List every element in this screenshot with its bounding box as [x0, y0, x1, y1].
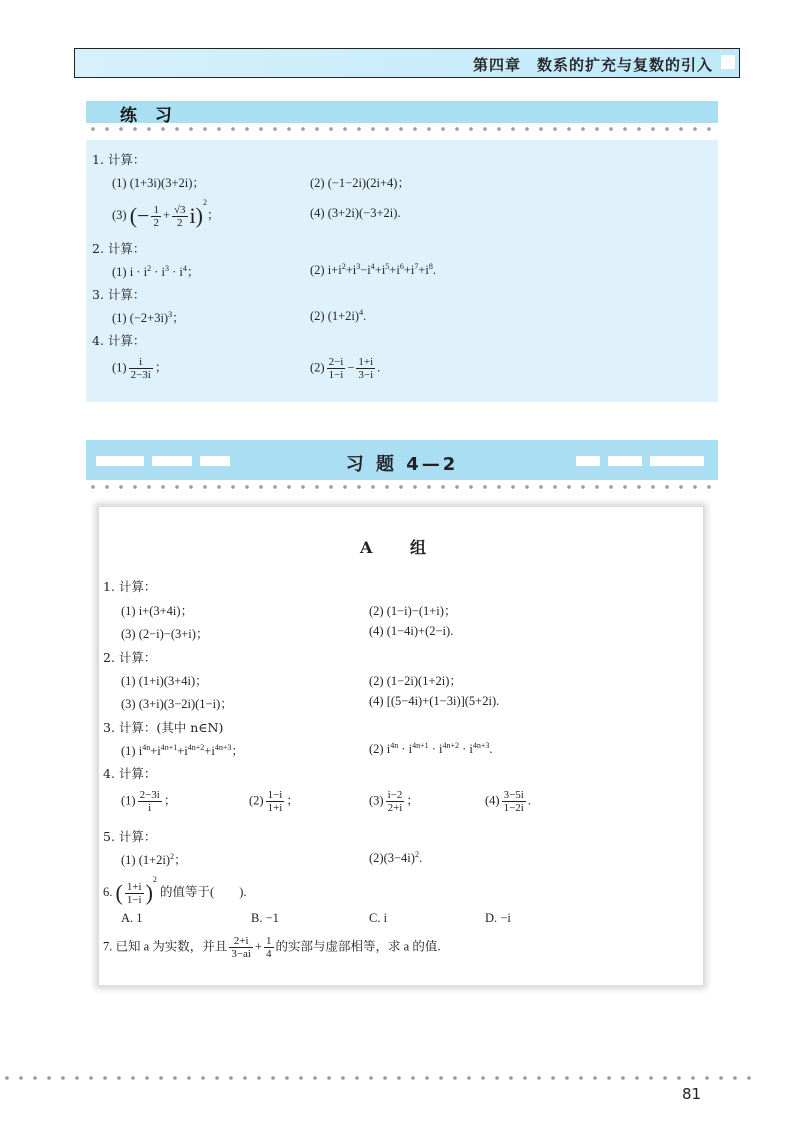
- exercise-q2-label: 2. 计算：: [103, 650, 157, 665]
- practice-q2-part2: (2) $i+i^2+i^3-i^4+i^5+i^6+i^7+i^8$.: [310, 262, 437, 278]
- header-decoration-box: [721, 55, 735, 69]
- exercise-q3-part2: (2) $i^{4n} \cdot i^{4n+1} \cdot i^{4n+2} \cdot i^{4n+3}$.: [369, 741, 493, 757]
- practice-title: 练 习: [120, 106, 178, 126]
- practice-q1-part3: (3) (− $\frac{1}{2}$ + $\frac{√3}{2}$ i)$^2$；: [112, 198, 220, 229]
- chapter-title: 第四章 数系的扩充与复数的引入: [472, 56, 713, 74]
- practice-dotted-divider: [86, 126, 718, 132]
- exercise-q2-part1: (1) (1+i)(3+4i)；: [121, 674, 208, 688]
- exercise-q4-label: 4. 计算：: [103, 766, 157, 781]
- exercise-title-band: [86, 440, 718, 480]
- page-number: 81: [682, 1085, 702, 1103]
- exercise-q1-label: 1. 计算：: [103, 579, 157, 594]
- exercise-q2-part3: (3) (3+i)(3−2i)(1−i)；: [121, 697, 233, 711]
- exercise-q6-option-b: B. −1: [251, 911, 279, 925]
- practice-q4-part1: (1) $\frac{i}{2-3i}$ ；: [112, 356, 168, 381]
- exercise-q1-part1: (1) i+(3+4i)；: [121, 604, 194, 618]
- exercise-q5-label: 5. 计算：: [103, 829, 157, 844]
- exercise-q4-part1: (1) $\frac{2-3i}{i}$ ；: [121, 789, 177, 814]
- practice-q3-part2: (2) $(1+2i)^4$.: [310, 308, 367, 324]
- practice-q4-label: 4. 计算：: [92, 333, 146, 348]
- exercise-q5-part2: $(2)(3-4i)^2$.: [369, 850, 423, 866]
- exercise-q6-stem: 6. ( $\frac{1+i}{1-i}$ )$^2$ 的值等于( ).: [103, 875, 247, 906]
- practice-q1-label: 1. 计算：: [92, 152, 146, 167]
- exercise-q1-part2: (2) (1−i)−(1+i)；: [369, 604, 457, 618]
- practice-q4-part2: (2) $\frac{2-i}{1-i}$ − $\frac{1+i}{3-i}$ .: [310, 356, 381, 381]
- exercise-q6-option-d: D. −i: [485, 911, 511, 925]
- exercise-q5-part1: (1) $(1+2i)^2$；: [121, 851, 187, 867]
- practice-q2-label: 2. 计算：: [92, 241, 146, 256]
- exercise-q4-part4: (4) $\frac{3-5i}{1-2i}$ .: [485, 789, 531, 814]
- group-a-title: A 组: [360, 538, 442, 557]
- exercise-q6-option-c: C. i: [369, 911, 388, 925]
- exercise-q2-part2: (2) (1−2i)(1+2i)；: [369, 674, 462, 688]
- exercise-q6-option-a: A. 1: [121, 911, 143, 925]
- band-decoration: [576, 456, 600, 466]
- band-decoration: [608, 456, 642, 466]
- exercise-q1-part4: (4) (1−4i)+(2−i).: [369, 624, 454, 638]
- exercise-q4-part2: (2) $\frac{1-i}{1+i}$ ；: [249, 789, 299, 814]
- practice-q3-label: 3. 计算：: [92, 287, 146, 302]
- chapter-header: [74, 48, 740, 78]
- exercise-q3-part1: (1) $i^{4n}+i^{4n+1}+i^{4n+2}+i^{4n+3}$；: [121, 742, 244, 758]
- practice-q1-part1: (1) (1+3i)(3+2i)；: [112, 176, 205, 190]
- practice-title-band: [86, 101, 718, 126]
- exercise-q2-part4: (4) [(5−4i)+(1−3i)](5+2i).: [369, 694, 500, 708]
- exercise-dotted-divider: [86, 484, 718, 490]
- practice-q1-part4: (4) (3+2i)(−3+2i).: [310, 206, 401, 220]
- exercise-q4-part3: (3) $\frac{i-2}{2+i}$ ；: [369, 789, 419, 814]
- group-a-box: [98, 506, 704, 986]
- exercise-q1-part3: (3) (2−i)−(3+i)；: [121, 627, 209, 641]
- exercise-title: 习 题 4—2: [345, 454, 459, 475]
- practice-q1-part2: (2) (−1−2i)(2i+4)；: [310, 176, 410, 190]
- practice-q2-part1: (1) $i \cdot i^2 \cdot i^3 \cdot i^4$；: [112, 263, 200, 279]
- practice-box: [86, 140, 718, 402]
- exercise-q3-label: 3. 计算：(其中 n∈N): [103, 720, 224, 735]
- footer-dotted-divider: [0, 1075, 760, 1081]
- exercise-q7: 7. 已知 a 为实数，并且 $\frac{2+i}{3-ai}$ + $\frac{1}{4}$ 的实部与虚部相等，求 a 的值.: [103, 935, 441, 960]
- practice-q3-part1: (1) $(-2+3i)^3$；: [112, 309, 185, 325]
- band-decoration: [650, 456, 704, 466]
